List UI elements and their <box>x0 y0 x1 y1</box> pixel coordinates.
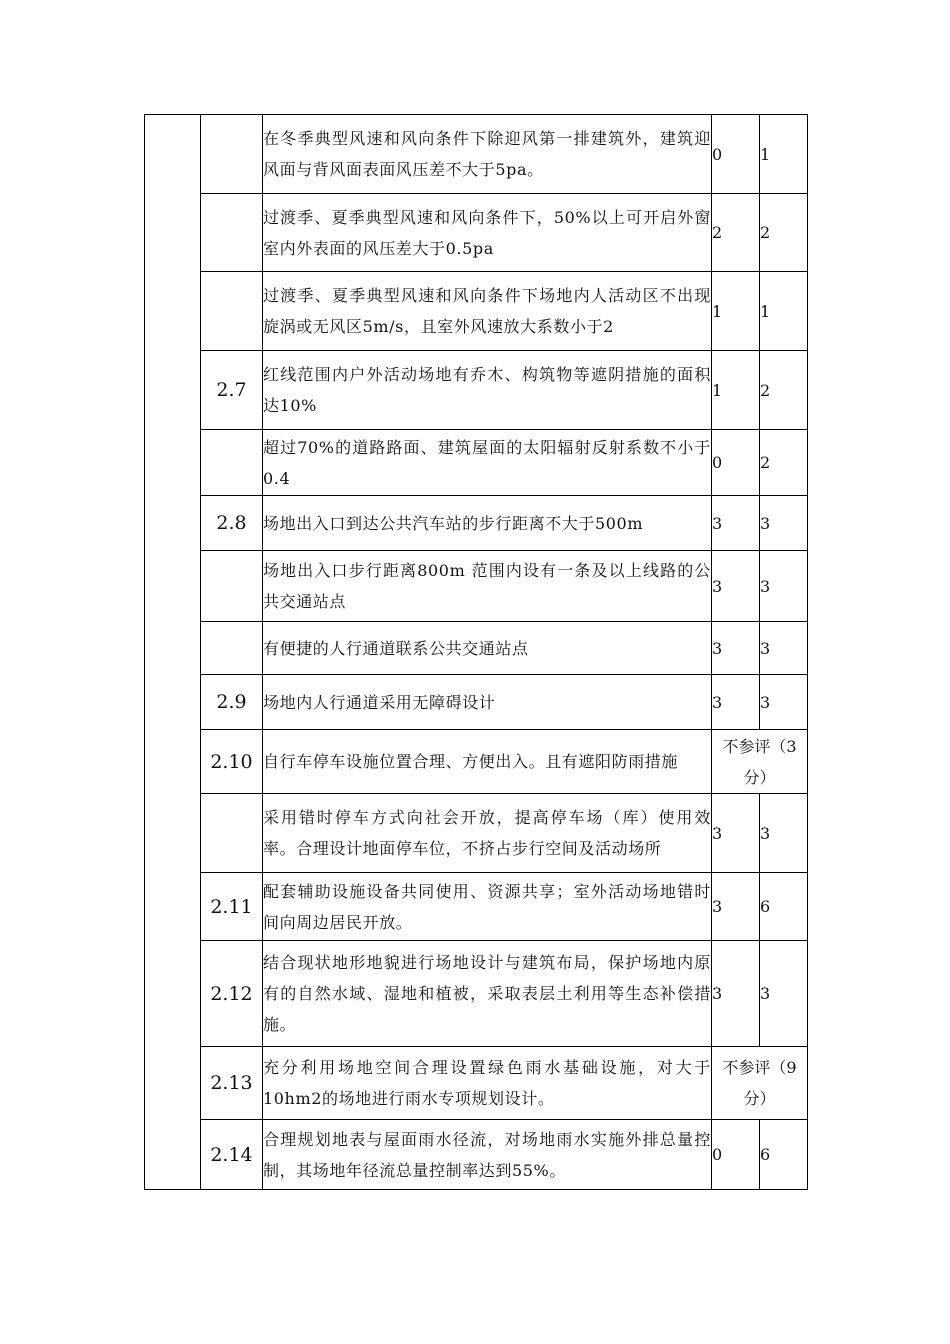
item-number <box>201 194 263 272</box>
score-achieved: 3 <box>712 675 760 730</box>
table-row <box>145 551 808 622</box>
score-total: 3 <box>760 794 808 873</box>
table-row <box>145 430 808 496</box>
item-description: 过渡季、夏季典型风速和风向条件下场地内人活动区不出现旋涡或无风区5m/s，且室外风速放大系数小于2 <box>263 272 712 351</box>
category-column <box>145 115 201 1190</box>
table-row <box>145 873 808 941</box>
score-achieved: 3 <box>712 873 760 941</box>
evaluation-table <box>144 114 808 1190</box>
score-achieved: 0 <box>712 115 760 194</box>
item-description: 结合现状地形地貌进行场地设计与建筑布局，保护场地内原有的自然水域、湿地和植被，采取表层土利用等生态补偿措施。 <box>263 941 712 1047</box>
score-total: 2 <box>760 351 808 430</box>
table-row <box>145 675 808 730</box>
score-total: 2 <box>760 430 808 496</box>
score-achieved: 3 <box>712 551 760 622</box>
score-achieved: 1 <box>712 351 760 430</box>
score-total: 6 <box>760 873 808 941</box>
score-achieved: 0 <box>712 1120 760 1190</box>
score-total: 1 <box>760 115 808 194</box>
item-number: 2.8 <box>201 496 263 551</box>
table-row <box>145 115 808 194</box>
score-achieved: 2 <box>712 194 760 272</box>
table-row <box>145 794 808 873</box>
table-row <box>145 941 808 1047</box>
item-description: 场地出入口步行距离800m 范围内设有一条及以上线路的公共交通站点 <box>263 551 712 622</box>
not-evaluated-note: 不参评（9分） <box>712 1047 808 1120</box>
item-number <box>201 115 263 194</box>
item-description: 自行车停车设施位置合理、方便出入。且有遮阳防雨措施 <box>263 730 712 794</box>
item-number <box>201 794 263 873</box>
table-row <box>145 496 808 551</box>
item-description: 合理规划地表与屋面雨水径流，对场地雨水实施外排总量控制，其场地年径流总量控制率达到55%。 <box>263 1120 712 1190</box>
score-total: 2 <box>760 194 808 272</box>
item-number: 2.13 <box>201 1047 263 1120</box>
item-description: 采用错时停车方式向社会开放，提高停车场（库）使用效率。合理设计地面停车位，不挤占步行空间及活动场所 <box>263 794 712 873</box>
item-description: 充分利用场地空间合理设置绿色雨水基础设施，对大于10hm2的场地进行雨水专项规划设计。 <box>263 1047 712 1120</box>
item-number <box>201 272 263 351</box>
item-number: 2.9 <box>201 675 263 730</box>
table-row <box>145 272 808 351</box>
score-total: 6 <box>760 1120 808 1190</box>
item-description: 配套辅助设施设备共同使用、资源共享；室外活动场地错时间向周边居民开放。 <box>263 873 712 941</box>
item-number <box>201 430 263 496</box>
score-achieved: 1 <box>712 272 760 351</box>
item-description: 过渡季、夏季典型风速和风向条件下，50%以上可开启外窗室内外表面的风压差大于0.5pa <box>263 194 712 272</box>
score-total: 3 <box>760 675 808 730</box>
score-achieved: 0 <box>712 430 760 496</box>
item-number <box>201 622 263 675</box>
score-total: 3 <box>760 551 808 622</box>
not-evaluated-note: 不参评（3分） <box>712 730 808 794</box>
score-total: 3 <box>760 622 808 675</box>
score-achieved: 3 <box>712 496 760 551</box>
item-number: 2.10 <box>201 730 263 794</box>
table-row <box>145 351 808 430</box>
score-total: 3 <box>760 941 808 1047</box>
table-row <box>145 730 808 794</box>
table-row <box>145 194 808 272</box>
item-description: 场地内人行通道采用无障碍设计 <box>263 675 712 730</box>
score-achieved: 3 <box>712 794 760 873</box>
item-description: 超过70%的道路路面、建筑屋面的太阳辐射反射系数不小于0.4 <box>263 430 712 496</box>
item-number: 2.11 <box>201 873 263 941</box>
item-number <box>201 551 263 622</box>
item-description: 场地出入口到达公共汽车站的步行距离不大于500m <box>263 496 712 551</box>
item-number: 2.14 <box>201 1120 263 1190</box>
table-row <box>145 622 808 675</box>
score-total: 1 <box>760 272 808 351</box>
score-achieved: 3 <box>712 622 760 675</box>
item-description: 有便捷的人行通道联系公共交通站点 <box>263 622 712 675</box>
table-row <box>145 1047 808 1120</box>
item-description: 在冬季典型风速和风向条件下除迎风第一排建筑外，建筑迎风面与背风面表面风压差不大于5pa。 <box>263 115 712 194</box>
score-achieved: 3 <box>712 941 760 1047</box>
table-row <box>145 1120 808 1190</box>
item-number: 2.12 <box>201 941 263 1047</box>
score-total: 3 <box>760 496 808 551</box>
item-description: 红线范围内户外活动场地有乔木、构筑物等遮阴措施的面积达10% <box>263 351 712 430</box>
item-number: 2.7 <box>201 351 263 430</box>
